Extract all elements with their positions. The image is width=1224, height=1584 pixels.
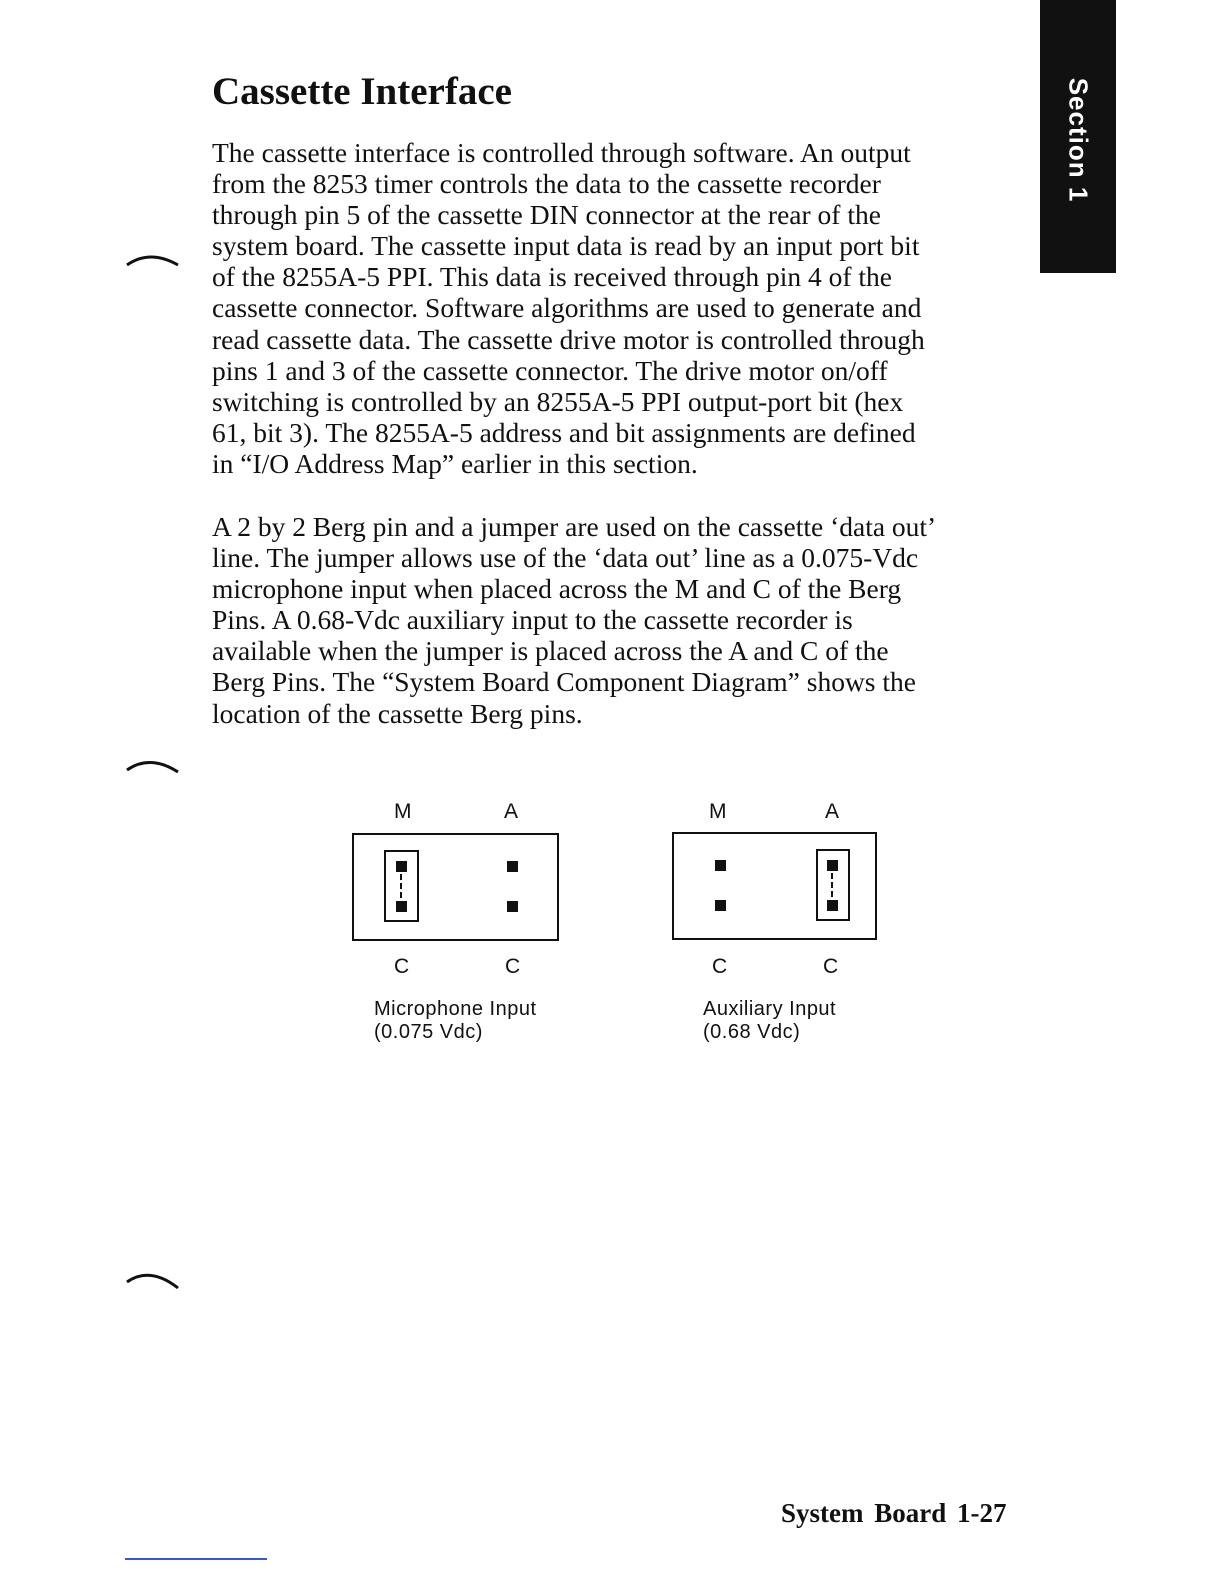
- pin-label-a: A: [825, 800, 840, 823]
- pin-label-c-right: C: [505, 955, 521, 978]
- diagram-caption: [703, 998, 836, 1044]
- jumper-link: [400, 874, 402, 898]
- pin-c-right: [827, 900, 838, 911]
- caption-voltage: (0.075 Vdc): [374, 1021, 483, 1043]
- page-footer: System Board 1-27: [781, 1498, 1007, 1528]
- jumper-link: [831, 873, 833, 897]
- binder-arc-icon: [120, 1262, 190, 1302]
- pin-label-c-left: C: [712, 955, 728, 978]
- pin-a: [507, 861, 518, 872]
- pin-label-c-left: C: [394, 955, 410, 978]
- caption-title: Auxiliary Input: [703, 998, 837, 1020]
- pin-c-left: [715, 900, 726, 911]
- pin-label-m: M: [709, 800, 727, 823]
- pin-c-left: [396, 901, 407, 912]
- section-tab-label: Section 1: [1063, 77, 1094, 203]
- pin-a: [827, 860, 838, 871]
- pin-label-c-right: C: [823, 955, 839, 978]
- berg-pin-diagram-auxiliary: [672, 790, 972, 1070]
- berg-pin-diagram-microphone: [352, 790, 652, 1070]
- binder-arc-icon: [120, 750, 190, 790]
- paragraph-berg-pins: A 2 by 2 Berg pin and a jumper are used on the cassette ‘data out’ line. The jumper allows use of the ‘data out’ line as a 0.075-Vdc microphone input when placed across the M and C of the Berg Pins. A 0.68-Vdc auxiliary input to the cassette recorder is available when the jumper is placed across the A and C of the Berg Pins. The “System Board Component Diagram” shows the location of the cassette Berg pins.: [212, 511, 937, 729]
- binder-arc-icon: [120, 245, 190, 285]
- pin-label-a: A: [504, 800, 519, 823]
- diagram-caption: [374, 998, 537, 1044]
- section-tab: [1040, 0, 1116, 273]
- pin-m: [396, 861, 407, 872]
- footer-rule: [125, 1558, 267, 1560]
- page-title: Cassette Interface: [212, 70, 512, 113]
- paragraph-cassette-overview: The cassette interface is controlled through software. An output from the 8253 timer controls the data to the cassette recorder through pin 5 of the cassette DIN connector at the rear of the system board. The cassette input data is read by an input port bit of the 8255A-5 PPI. This data is received through pin 4 of the cassette connector. Software algorithms are used to generate and read cassette data. The cassette drive motor is controlled through pins 1 and 3 of the cassette connector. The drive motor on/off switching is controlled by an 8255A-5 PPI output-port bit (hex 61, bit 3). The 8255A-5 address and bit assignments are defined in “I/O Address Map” earlier in this section.: [212, 137, 925, 479]
- pin-label-m: M: [394, 800, 412, 823]
- caption-voltage: (0.68 Vdc): [703, 1021, 801, 1043]
- berg-pin-block: [352, 833, 559, 941]
- pin-c-right: [507, 901, 518, 912]
- caption-title: Microphone Input: [374, 998, 537, 1020]
- berg-pin-block: [672, 832, 877, 940]
- pin-m: [715, 860, 726, 871]
